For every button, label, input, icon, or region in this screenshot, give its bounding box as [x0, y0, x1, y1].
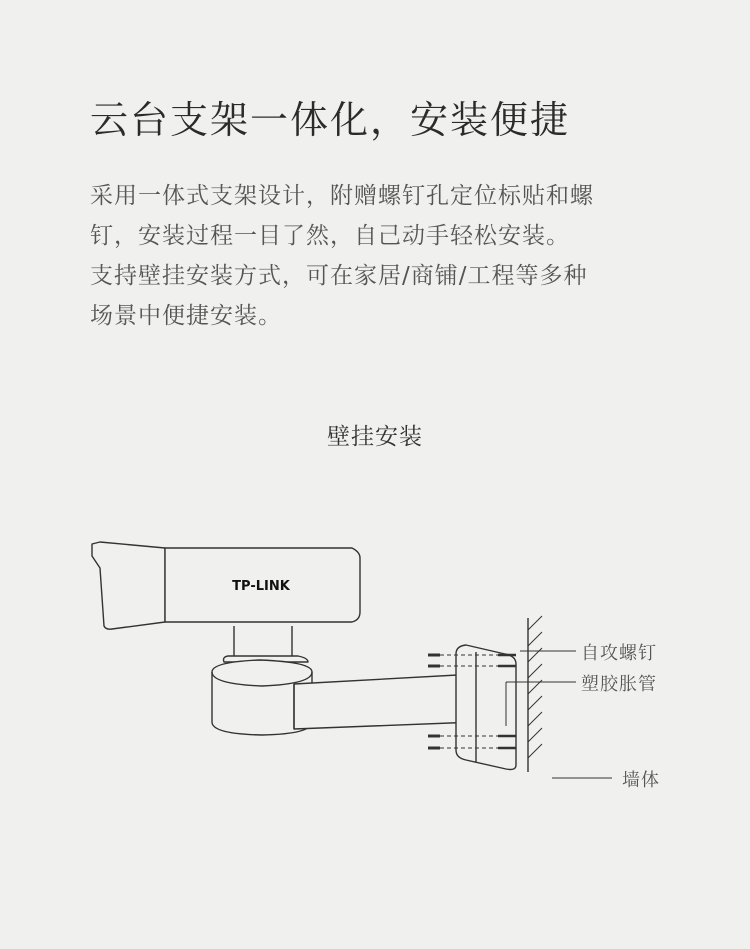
camera-neck	[234, 626, 292, 658]
section-label-wall-mount: 壁挂安装	[327, 424, 423, 450]
wall-plate	[456, 645, 516, 770]
camera-sunshade	[92, 542, 165, 629]
description-line: 采用一体式支架设计，附赠螺钉孔定位标贴和螺	[90, 183, 594, 209]
bracket-arm	[294, 674, 476, 729]
callout-screw: 自攻螺钉	[581, 643, 657, 664]
description-line: 支持壁挂安装方式，可在家居/商铺/工程等多种	[90, 263, 588, 289]
description-line: 钉，安装过程一目了然，自己动手轻松安装。	[90, 223, 570, 249]
callout-wall: 墙体	[622, 770, 660, 791]
description-line: 场景中便捷安装。	[90, 303, 282, 329]
page-title: 云台支架一体化，安装便捷	[90, 98, 571, 142]
camera-brand-logo: TP-LINK	[232, 579, 290, 594]
callout-anchor: 塑胶胀管	[581, 674, 657, 695]
